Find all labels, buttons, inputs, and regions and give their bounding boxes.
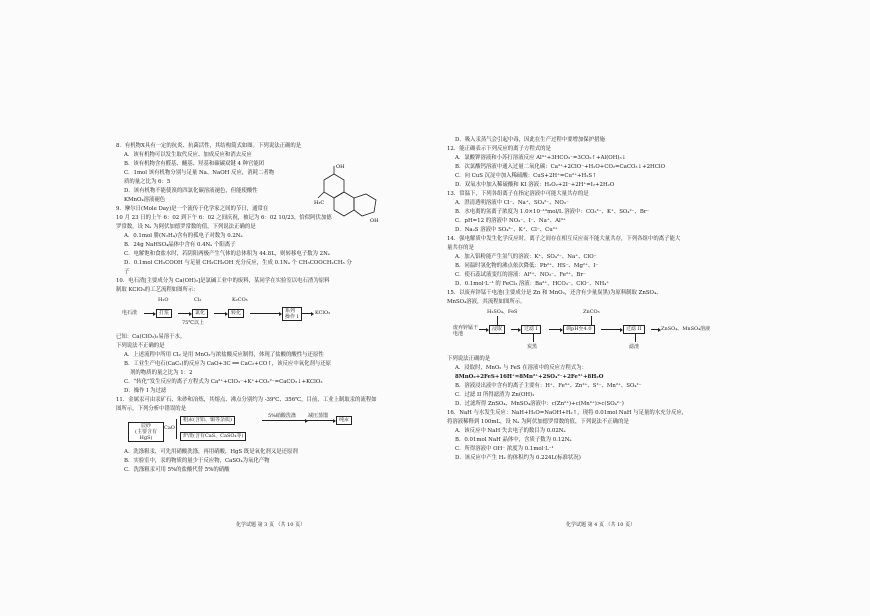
flow10-product: KClO₃ <box>315 310 331 316</box>
q15-stem: 15．以废弃锌锰干电池(主要成分是 Zn 和 MnO₂，还含有少量炭黑)为原料制取 ZnSO₄、 <box>447 290 662 296</box>
flow10-arrow-4 <box>250 313 280 314</box>
q15-stem-cont: MnSO₄溶液，其流程如图所示。 <box>447 299 526 305</box>
struct-oh2-label: OH <box>370 218 379 224</box>
q11-option-b: B．实验室中，汞的物质的量少于反应物，CaSO₄为氧化产物 <box>124 458 270 464</box>
q14-option-c: C．使石蕊试液变红的溶液：Al³⁺、NO₃⁻、Fe²⁺、Br⁻ <box>455 272 586 278</box>
q8-option-d: D．该有机物不能使溴的四氯化碳溶液褪色，但能使酸性 <box>124 188 258 194</box>
q12-option-c: C．向 CuS 沉淀中加入稀硫酸：CuS+2H⁺=Cu²⁺+H₂S↑ <box>455 173 597 179</box>
q12-stem: 12．能正确表示下列反应的离子方程式的是 <box>447 146 551 152</box>
q15-question: 下列说法正确的是 <box>447 356 491 362</box>
flow15-arrow-5 <box>651 329 659 330</box>
flow15-arrow-2 <box>511 329 519 330</box>
flow15-znco3: ZnCO₃ <box>583 309 600 315</box>
q10-option-b: B．工业生产电石(CaC₂)的反应为 CaO+3C ══ CaC₂+CO↑，该反应中氧化剂与还原 <box>124 361 332 367</box>
q15-option-a-eq: 8MnO₂+2FeS+16H⁺=8Mn²⁺+2SO₄²⁻+2Fe³⁺+8H₂O <box>455 374 604 380</box>
q10-stem: 10．电石渣[主要成分为 Ca(OH)₂]是氯碱工业中的废料，某同学在实验室以电石渣为原料 <box>116 278 330 284</box>
flow10-in-chlorine: Cl₂ <box>194 297 202 303</box>
q14-option-b: B．同温时氢化物的沸点依次降低：Pb²⁺、HS⁻、Mg²⁺、I⁻ <box>455 263 599 269</box>
flow11-arrow-2 <box>306 420 334 421</box>
q14-stem-cont: 量共存的是 <box>447 245 474 251</box>
q14-option-d: D．0.1mol·L⁻¹ 的 FeCl₃ 溶液：Ba²⁺、HCO₃⁻、ClO⁻、NH₄⁺ <box>455 281 610 287</box>
q13-option-d: D．Na₂S 溶液中 SO₄²⁻、K⁺、Cl⁻、Cu²⁺ <box>455 227 558 233</box>
q16-stem: 16．NaH 与水发生反应：NaH+H₂O=NaOH+H₂↑，现将 0.01mol NaH 与足量的水充分反应， <box>447 410 688 416</box>
flow15-arrow-4 <box>601 329 621 330</box>
flow11-box-ore <box>128 422 164 442</box>
q10-flowchart <box>122 297 438 331</box>
q15-flowchart <box>453 309 779 353</box>
q11-stem: 11．金属汞可由汞矿石、朱砂和冶炼，其熔点、沸点分别约为 -39℃、356℃，目前，工业上制取汞的流程如 <box>116 397 377 403</box>
right-page <box>447 136 779 463</box>
flow15-out-line-2 <box>635 334 636 342</box>
q10-option-d: D．操作 I 为过滤 <box>124 388 167 394</box>
q10-option-a: A．上述流程中所用 Cl₂ 是用 MnO₂与浓盐酸反应制得，体现了盐酸的酸性与还原性 <box>124 352 324 358</box>
q16-option-b: B．0.01mol NaH 晶体中，含质子数为 0.12Nₐ <box>455 437 572 443</box>
q15-option-b: B．溶液浸出液中含有的离子主要有：H⁺、Fe³⁺、Zn²⁺、S²⁻、Mn²⁺、SO₄²⁻ <box>455 383 642 389</box>
flow11-split-line <box>176 419 177 439</box>
flow10-arrow-2 <box>178 313 190 314</box>
q12-option-b: B．次氯酸钙溶液中通入过量二氧化碳：Ca²⁺+2ClO⁻+H₂O+CO₂=CaCO₃↓+2HClO <box>455 164 666 170</box>
flow10-condition: 75℃以上 <box>182 320 204 326</box>
q13-stem: 13．常温下，下列各组离子在指定溶液中可能大量共存的是 <box>447 191 589 197</box>
flow15-in-line-1 <box>497 316 498 325</box>
q12-option-a: A．氯酸钾溶液和小苏打溶液反应 Al³⁺+3HCO₃⁻=3CO₂↑+Al(OH)₃↓ <box>455 155 627 161</box>
flow15-out-line-1 <box>533 334 534 342</box>
flow10-arrow-5 <box>302 313 312 314</box>
flow11-box-slag: 炉渣(含有CaS、CaSO₄等) <box>180 432 246 441</box>
flow15-box-filter2: 过滤 II <box>623 325 645 334</box>
q8-option-c-cont: 质的量之比为 6：5 <box>124 179 171 185</box>
flow11-distill: 减压蒸馏 <box>308 413 329 419</box>
q11-stem-cont: 图所示，下列分析中错误的是 <box>116 406 187 412</box>
flow11-reagent: CaO <box>164 425 175 431</box>
struct-oh-label: OH <box>336 164 345 170</box>
q9-option-a: A．0.1mol 肼(N₂H₄)含有的孤电子对数为 0.2Nₐ <box>124 233 243 239</box>
q11-flowchart <box>122 413 438 446</box>
flow15-in-line-2 <box>591 316 592 325</box>
q15-option-c: C．过滤 II 所得滤渣为 Zn(OH)₂ <box>455 392 535 398</box>
flow11-ore-note: (主要含有HgS) <box>135 429 157 441</box>
flow15-box-ph: 调pH至4.0 <box>563 325 595 334</box>
flow10-box-operation: 系列操作 I <box>282 307 302 321</box>
q14-stem: 14．强电解质中发生化学反应时，离子之间存在相互反应而不能大量共存，下列各组中的离子能大 <box>447 236 681 242</box>
q16-option-d: D．该反应中产生 H₂ 的体积约为 0.224L(标准状况) <box>455 455 581 461</box>
q16-option-a: A．该反应中 NaH 失去电子的数目为 0.02Nₐ <box>455 428 566 434</box>
q13-option-c: C．pH=12 的溶液中 NO₃⁻、I⁻、Na⁺、Al³⁺ <box>455 218 566 224</box>
flow15-waste-residue: 滤渣 <box>629 344 640 350</box>
flow10-arrow-3 <box>214 313 226 314</box>
q13-option-a: A．澄清透明溶液中 Cl⁻、Na⁺、SO₄²⁻、NO₃⁻ <box>455 200 569 206</box>
q9-stem: 9．摩尔日(Mole Day)是一个流传于化学家之间的节日，通常在 <box>116 206 269 212</box>
flow11-box-pure: 纯汞 <box>336 416 352 425</box>
q10-option-c: C．“转化”发生反应的离子方程式为 Ca²⁺+ClO₃⁻+K⁺+CO₃²⁻=CaCO₃↓+KClO₃ <box>124 379 323 385</box>
flow10-in-k2co3: K₂CO₃ <box>232 297 248 303</box>
q9-stem-cont: 10 月 23 日的上午 6：02 到下午 6：02 之间庆祝，被记为 6：02 10/23，恰似阿伏加德 <box>116 215 332 221</box>
q9-option-c: C．电解饱和食盐水时，若阴阳两极产生气体的总体积为 44.8L，则转移电子数为 2Nₐ <box>124 251 330 257</box>
q8-option-c: C．1mol 该有机物分别与足量 Na、NaOH 反应，消耗二者物 <box>124 170 275 176</box>
q11-option-c: C．洗涤粗汞可用 5%的盐酸代替 5%的硝酸 <box>124 467 230 473</box>
q16-option-c: C．所得溶液中 OH⁻ 浓度为 0.1mol·L⁻¹ <box>455 446 554 452</box>
flow15-arrow-1 <box>479 329 487 330</box>
struct-ch3-label: H₃C <box>314 200 325 206</box>
left-page <box>116 142 438 475</box>
flow10-in-water: H₂O <box>158 297 169 303</box>
q11-option-d: D．吸入汞蒸气会引起中毒，因此在生产过程中要增加保护措施 <box>455 137 605 143</box>
q10-option-b-cont: 剂的物质的量之比为 1：2 <box>130 370 193 376</box>
q8-option-a: A．该有机物可以发生取代反应、加成反应和消去反应 <box>124 152 252 158</box>
flow11-ore-label: 辰砂 <box>140 423 151 429</box>
q12-option-d: D．双氧水中加入稀硫酸和 KI 溶液：H₂O₂+2I⁻+2H⁺=I₂+2H₂O <box>455 182 615 188</box>
q9-option-d-cont: 子 <box>124 269 130 275</box>
q10-question: 下列说法不正确的是 <box>116 343 165 349</box>
q8-structure-diagram <box>314 160 384 230</box>
q9-option-b: B．24g NaHSO₄晶体中含有 0.4Nₐ 个阳离子 <box>124 242 236 248</box>
flow10-arrow-1 <box>144 313 154 314</box>
flow15-waste-carbon: 炭黑 <box>527 344 538 350</box>
flow10-box-slurry: 打浆 <box>156 309 172 318</box>
flow15-reagents: H₂SO₄、FeS <box>487 309 518 315</box>
flow15-product: ZnSO₄、MnSO₄溶液 <box>661 326 711 332</box>
q11-option-a: A．洗涤粗汞，可先用硝酸洗涤，再用硝酸，HgS 既是氧化剂又是还原剂 <box>124 449 298 455</box>
flow11-arrow-1 <box>262 420 306 421</box>
q9-option-d: D．0.1mol CH₃COOH 与足量 CH₃CH₂OH 充分反应，生成 0.1Nₐ 个 CH₃COOCH₂CH₃ 分 <box>124 260 352 266</box>
flow15-start: 废弃锌锰干电池 <box>453 325 479 337</box>
flow11-wash: 5%硝酸洗涤 <box>268 413 296 419</box>
q9-stem-cont2: 罗常数。设 Nₐ 为阿伏加德罗常数的值，下列说法正确的是 <box>116 224 256 230</box>
flow15-box-leach: 浸取 <box>489 325 505 334</box>
q15-option-a: A．浸取时，MnO₂ 与 FeS 在溶液中的反应方程式为： <box>455 365 587 371</box>
q16-stem-cont: 将溶液稀释到 100mL，设 Nₐ 为阿伏加德罗常数的值，下列说法不正确的是 <box>447 419 629 425</box>
flow15-arrow-3 <box>549 329 561 330</box>
footer-right-page-number: 化学试题 第 4 页 （共 10 页） <box>566 522 636 528</box>
flow11-box-crude: 粗汞(含铅、铜等杂质) <box>180 416 235 425</box>
q8-stem: 8．有机物X具有一定的抗炎、抗菌活性，其结构简式如图。下列说法正确的是 <box>116 143 302 149</box>
flow15-box-filter1: 过滤 I <box>521 325 541 334</box>
flow10-box-convert: 转化 <box>228 309 244 318</box>
q10-stem-cont: 制取 KClO₃的工艺流程如图所示： <box>116 287 199 293</box>
q10-note: 已知：Ca(ClO₃)₂易溶于水。 <box>116 334 186 340</box>
q13-option-b: B．水电离的氢离子浓度为 1.0×10⁻¹³mol/L 溶液中：CO₃²⁻、K⁺、SO₄²⁻、Br⁻ <box>455 209 650 215</box>
q15-option-d: D．过滤所得 ZnSO₄、MnSO₄溶液中：c(Zn²⁺)+c(Mn²⁺)>c(SO₄²⁻) <box>455 401 624 407</box>
flow10-start: 电石渣 <box>122 310 138 316</box>
footer-left-page-number: 化学试题 第 3 页 （共 10 页） <box>236 522 306 528</box>
q14-option-a: A．加入铝粉能产生氢气的溶液：K⁺、SO₄²⁻、Na⁺、ClO⁻ <box>455 254 597 260</box>
q8-option-b: B．该有机物含有醛基、醚基、羟基和碳碳双键 4 种官能团 <box>124 161 265 167</box>
flow10-box-chlorinate: 氯化 <box>192 309 208 318</box>
q8-option-d-cont: KMnO₄溶液褪色 <box>124 197 166 203</box>
